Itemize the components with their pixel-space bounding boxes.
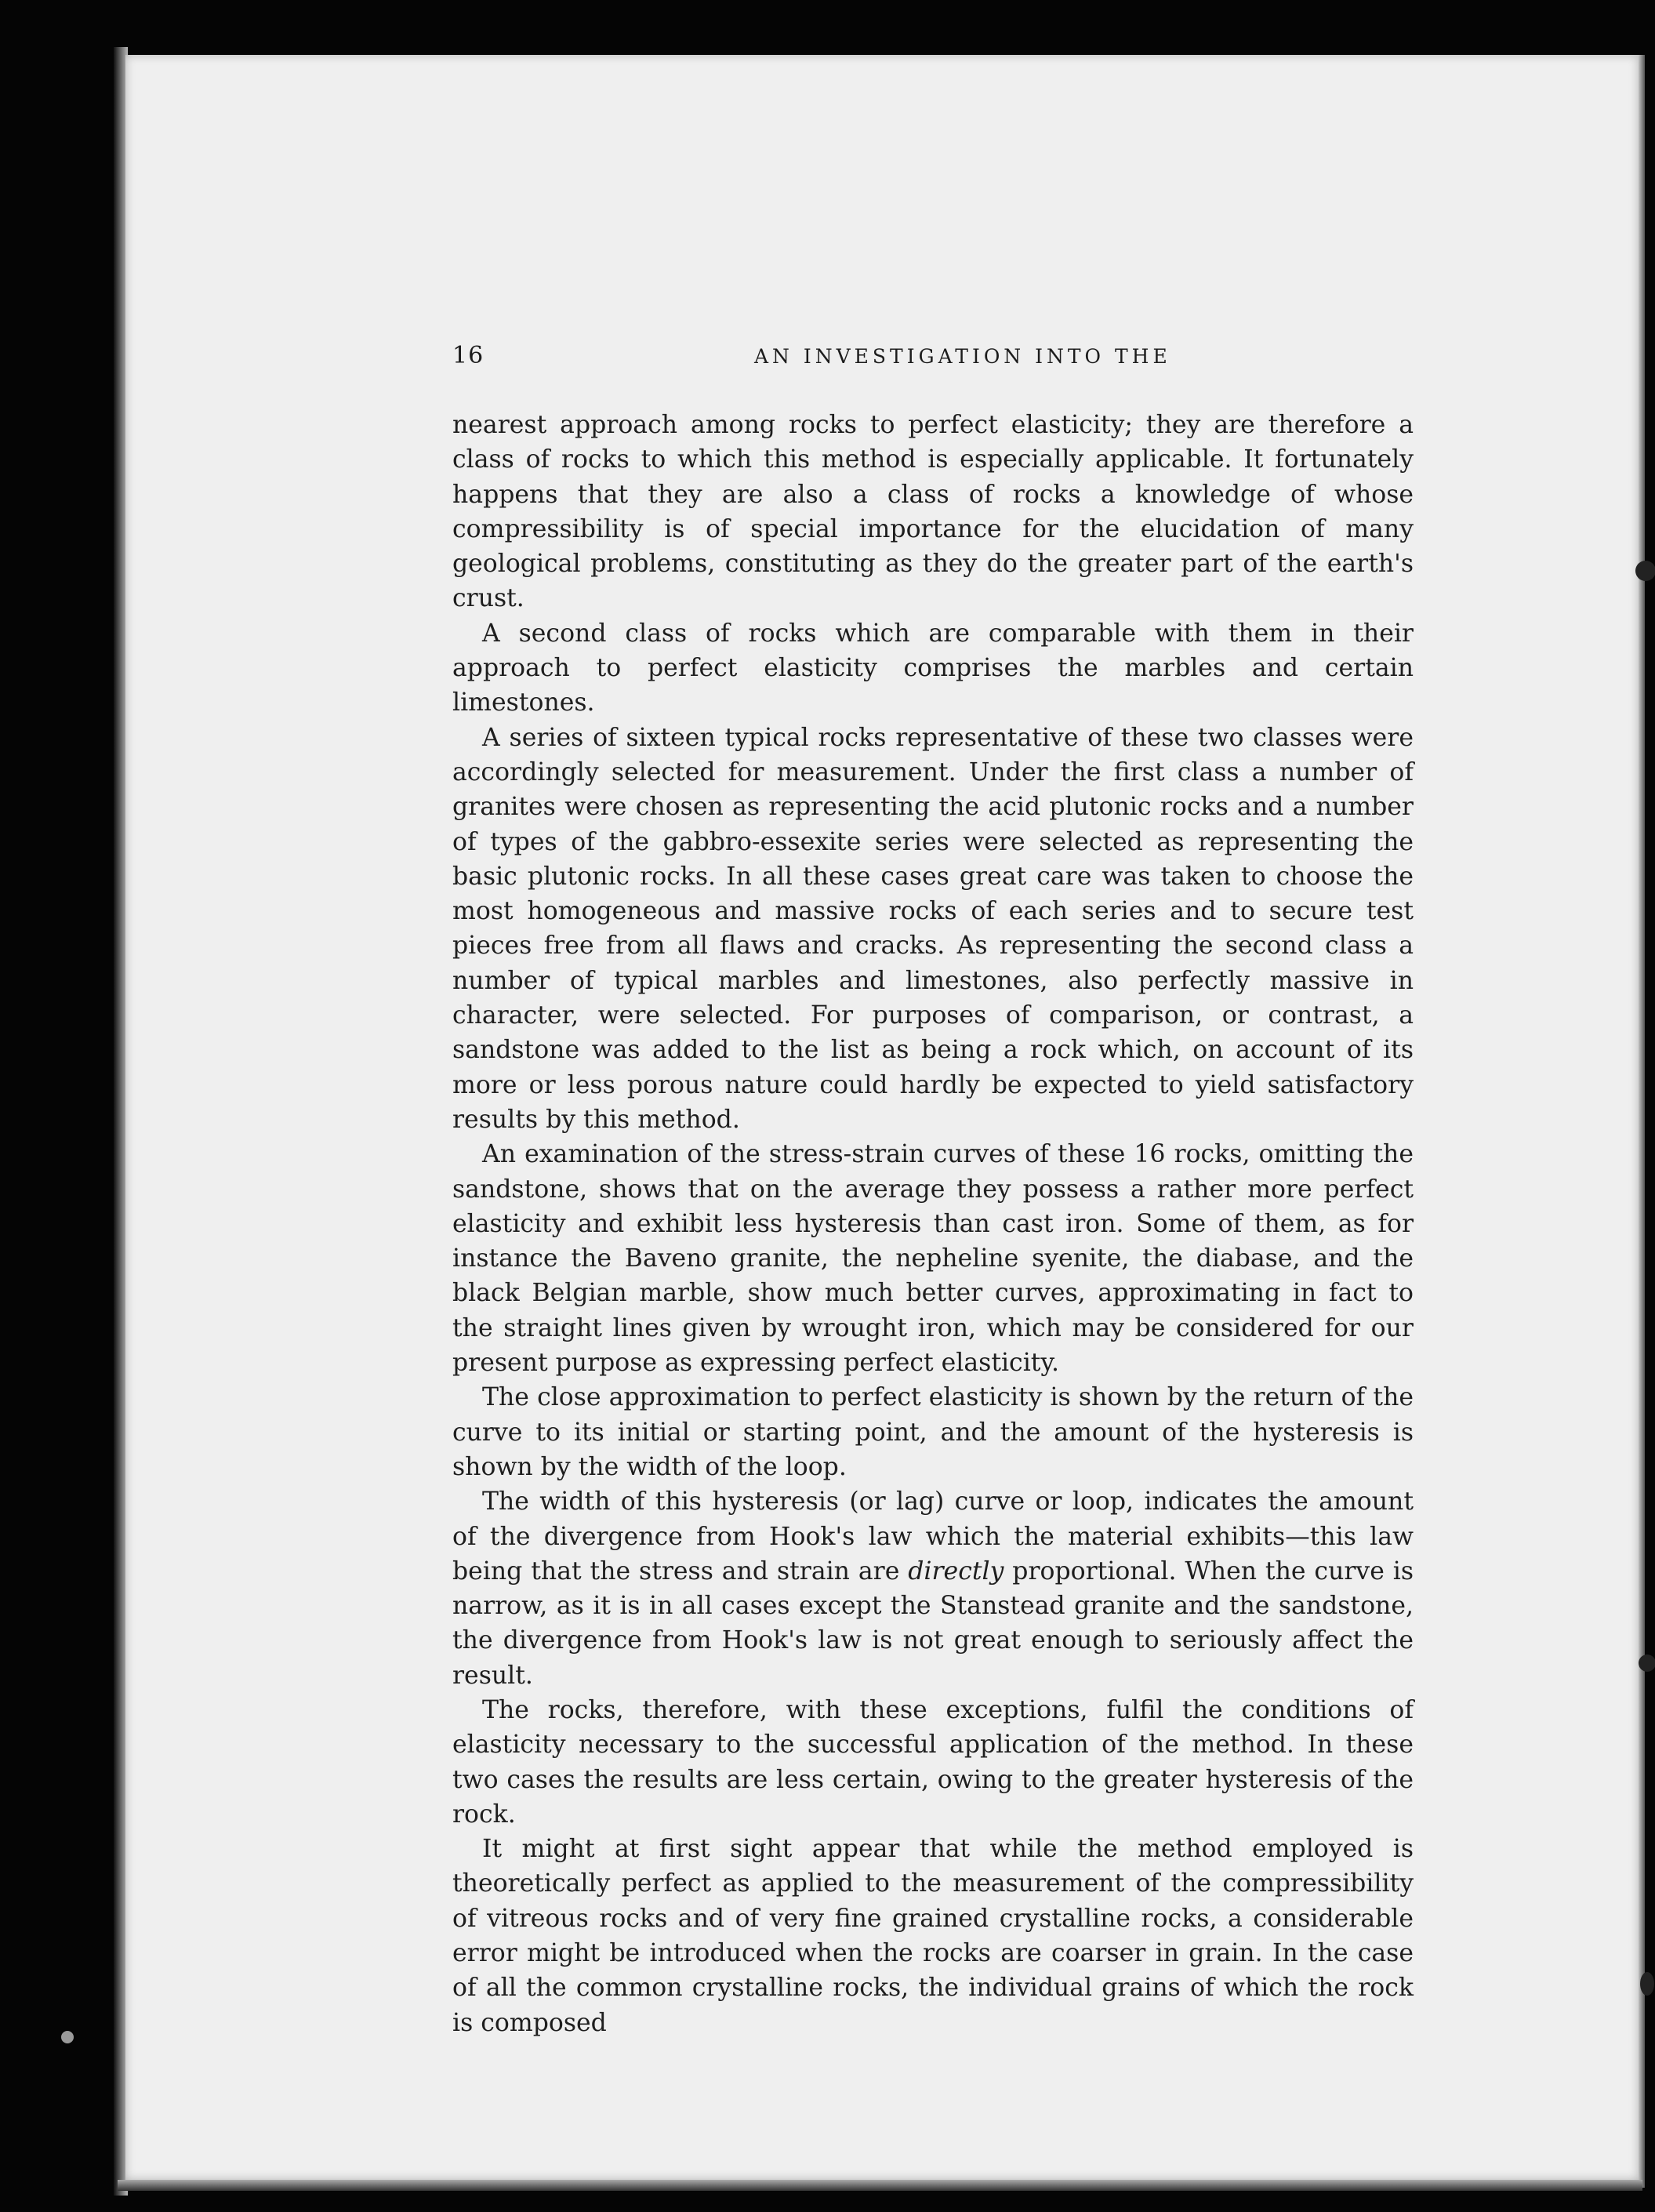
- page-edge-bottom: [118, 2180, 1642, 2191]
- paragraph-2: A second class of rocks which are comparable with them in their approach to perfect elasticity comprises the marbles and certain limestones.: [452, 619, 1414, 717]
- paragraph-5: The close approximation to perfect elasticity is shown by the return of the curve to its initial or starting point, and the amount of the hysteresis is shown by the width of the loop.: [452, 1383, 1414, 1481]
- paragraph-4: An examination of the stress-strain curves of these 16 rocks, omitting the sandstone, shows that on the average they possess a rather more perfect elasticity and exhibit less hysteresis than cast iron. Some of them, as for instance the Baveno granite, the nepheline syenite, the diabase, and the black Belgian marble, show much better curves, approximating in fact to the straight lines given by wrought iron, which may be considered for our present purpose as expressing perfect elasticity.: [452, 1140, 1414, 1378]
- paragraph-6-italic: directly: [908, 1556, 1004, 1585]
- paragraph-1: nearest approach among rocks to perfect elasticity; they are therefore a class of rocks to which this method is especially applicable. It fortunately happens that they are also a class of rocks a knowledge of whose compressibility is of special importance for the elucidation of many geological problems, constituting as they do the greater part of the earth's crust.: [452, 411, 1414, 613]
- running-head: [452, 342, 1414, 373]
- binding-mark-bottom: [1640, 1972, 1654, 1996]
- scan-speck: [61, 2031, 74, 2043]
- paragraph-6-part-2: proportional. When the curve is narrow, as it is in all cases except the Stanstead granite and the sandstone, the divergence from Hook's law is not great enough to seriously affect the result.: [452, 1556, 1414, 1690]
- page-number: 16: [452, 342, 485, 369]
- paragraph-6-part-1: The width of this hysteresis (or lag) curve or loop, indicates the amount of the divergence from Hook's law which the material exhibits—this law being that the stress and strain are: [452, 1487, 1414, 1585]
- binding-mark-top: [1635, 561, 1655, 581]
- binding-mark-middle: [1639, 1654, 1655, 1672]
- paragraph-7: The rocks, therefore, with these exceptions, fulfil the conditions of elasticity necessary to the successful application of the method. In these two cases the results are less certain, owing to the greater hysteresis of the rock.: [452, 1695, 1414, 1829]
- paragraph-6: [452, 1484, 1414, 1693]
- running-head-title: AN INVESTIGATION INTO THE: [754, 345, 1171, 368]
- paragraph-3: A series of sixteen typical rocks representative of these two classes were accordingly selected for measurement. Under the first class a number of granites were chosen as representing the acid plutonic rocks and a number of types of the gabbro-essexite series were selected as representing the basic plutonic rocks. In all these cases great care was taken to choose the most homogeneous and massive rocks of each series and to secure test pieces free from all flaws and cracks. As representing the second class a number of typical marbles and limestones, also perfectly massive in character, were selected. For purposes of comparison, or contrast, a sandstone was added to the list as being a rock which, on account of its more or less porous nature could hardly be expected to yield satisfactory results by this method.: [452, 723, 1414, 1134]
- paragraph-8: It might at first sight appear that while the method employed is theoretically perfect as applied to the measurement of the compressibility of vitreous rocks and of very fine grained crystalline rocks, a considerable error might be introduced when the rocks are coarser in grain. In the case of all the common crystalline rocks, the individual grains of which the rock is composed: [452, 1835, 1414, 2037]
- body-text: [452, 408, 1414, 2040]
